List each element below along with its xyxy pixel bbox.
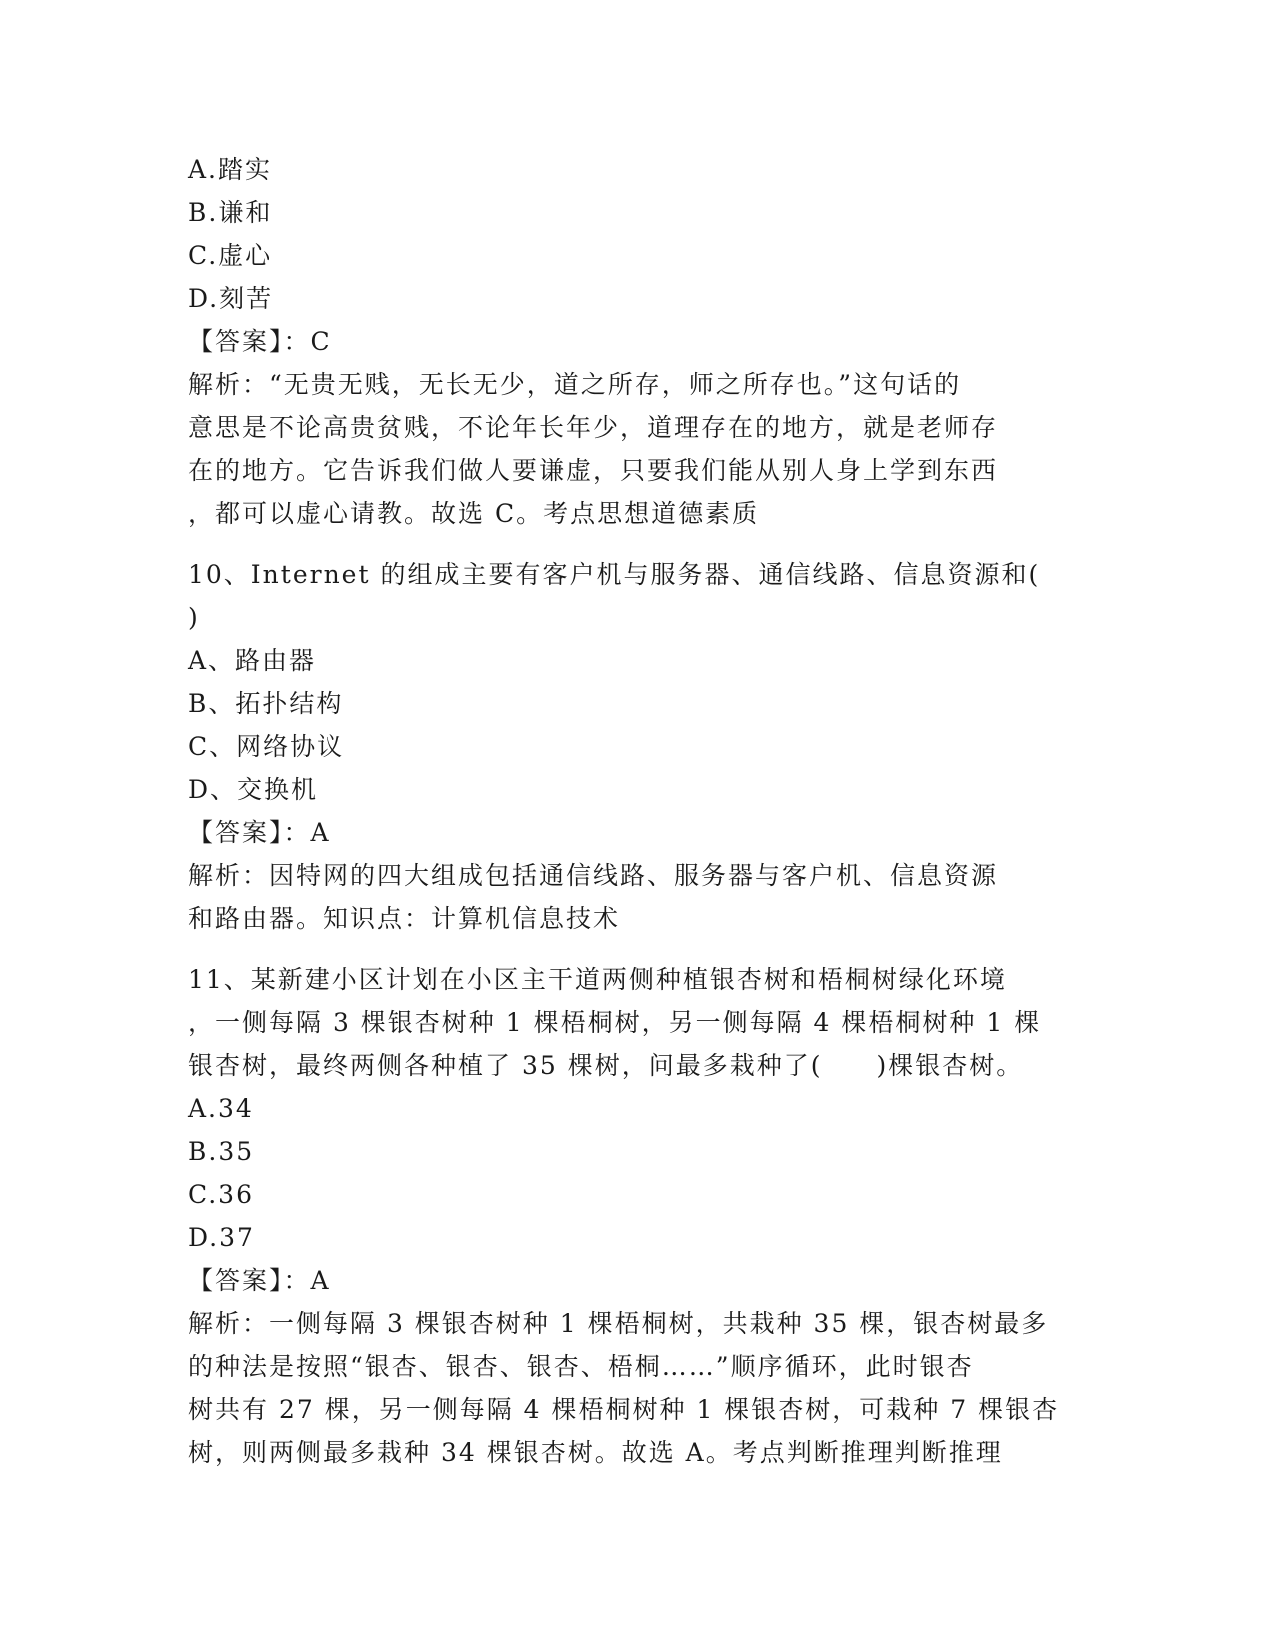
- option-d: D.37: [188, 1223, 255, 1252]
- answer-line: 【答案】：C: [188, 327, 332, 356]
- question-text: ): [188, 603, 200, 632]
- option-b: B、拓扑结构: [188, 689, 344, 718]
- option-a: A.34: [188, 1094, 254, 1123]
- analysis-line: 解析：因特网的四大组成包括通信线路、服务器与客户机、信息资源: [188, 861, 999, 890]
- option-b: B.35: [188, 1137, 255, 1166]
- question-text: 11、某新建小区计划在小区主干道两侧种植银杏树和梧桐树绿化环境: [188, 965, 1007, 994]
- analysis-line: ，都可以虚心请教。故选 C。考点思想道德素质: [188, 499, 760, 528]
- analysis-line: 树共有 27 棵，另一侧每隔 4 棵梧桐树种 1 棵银杏树，可栽种 7 棵银杏: [188, 1395, 1060, 1424]
- option-d: D、交换机: [188, 775, 319, 804]
- analysis-line: 的种法是按照“银杏、银杏、银杏、梧桐……”顺序循环，此时银杏: [188, 1352, 974, 1381]
- analysis-line: 树，则两侧最多栽种 34 棵银杏树。故选 A。考点判断推理判断推理: [188, 1438, 1003, 1467]
- spacer: [188, 535, 1078, 553]
- option-c: C.虚心: [188, 241, 273, 270]
- analysis-line: 解析：一侧每隔 3 棵银杏树种 1 棵梧桐树，共栽种 35 棵，银杏树最多: [188, 1309, 1049, 1338]
- document-page: [188, 148, 1078, 1474]
- option-a: A.踏实: [188, 155, 273, 184]
- question-9: [188, 148, 1078, 535]
- spacer: [188, 940, 1078, 958]
- analysis-line: 在的地方。它告诉我们做人要谦虚，只要我们能从别人身上学到东西: [188, 456, 999, 485]
- option-a: A、路由器: [188, 646, 317, 675]
- analysis-line: 解析：“无贵无贱，无长无少，道之所存，师之所存也。”这句话的: [188, 370, 962, 399]
- option-c: C、网络协议: [188, 732, 345, 761]
- question-10: [188, 553, 1078, 940]
- question-11: [188, 958, 1078, 1474]
- answer-line: 【答案】：A: [188, 1266, 331, 1295]
- question-text: 银杏树，最终两侧各种植了 35 棵树，问最多栽种了( )棵银杏树。: [188, 1051, 1024, 1080]
- option-c: C.36: [188, 1180, 254, 1209]
- answer-line: 【答案】：A: [188, 818, 331, 847]
- analysis-line: 意思是不论高贵贫贱，不论年长年少，道理存在的地方，就是老师存: [188, 413, 999, 442]
- question-text: ，一侧每隔 3 棵银杏树种 1 棵梧桐树，另一侧每隔 4 棵梧桐树种 1 棵: [188, 1008, 1042, 1037]
- option-b: B.谦和: [188, 198, 273, 227]
- analysis-line: 和路由器。知识点：计算机信息技术: [188, 904, 621, 933]
- option-d: D.刻苦: [188, 284, 274, 313]
- question-text: 10、Internet 的组成主要有客户机与服务器、通信线路、信息资源和(: [188, 560, 1041, 589]
